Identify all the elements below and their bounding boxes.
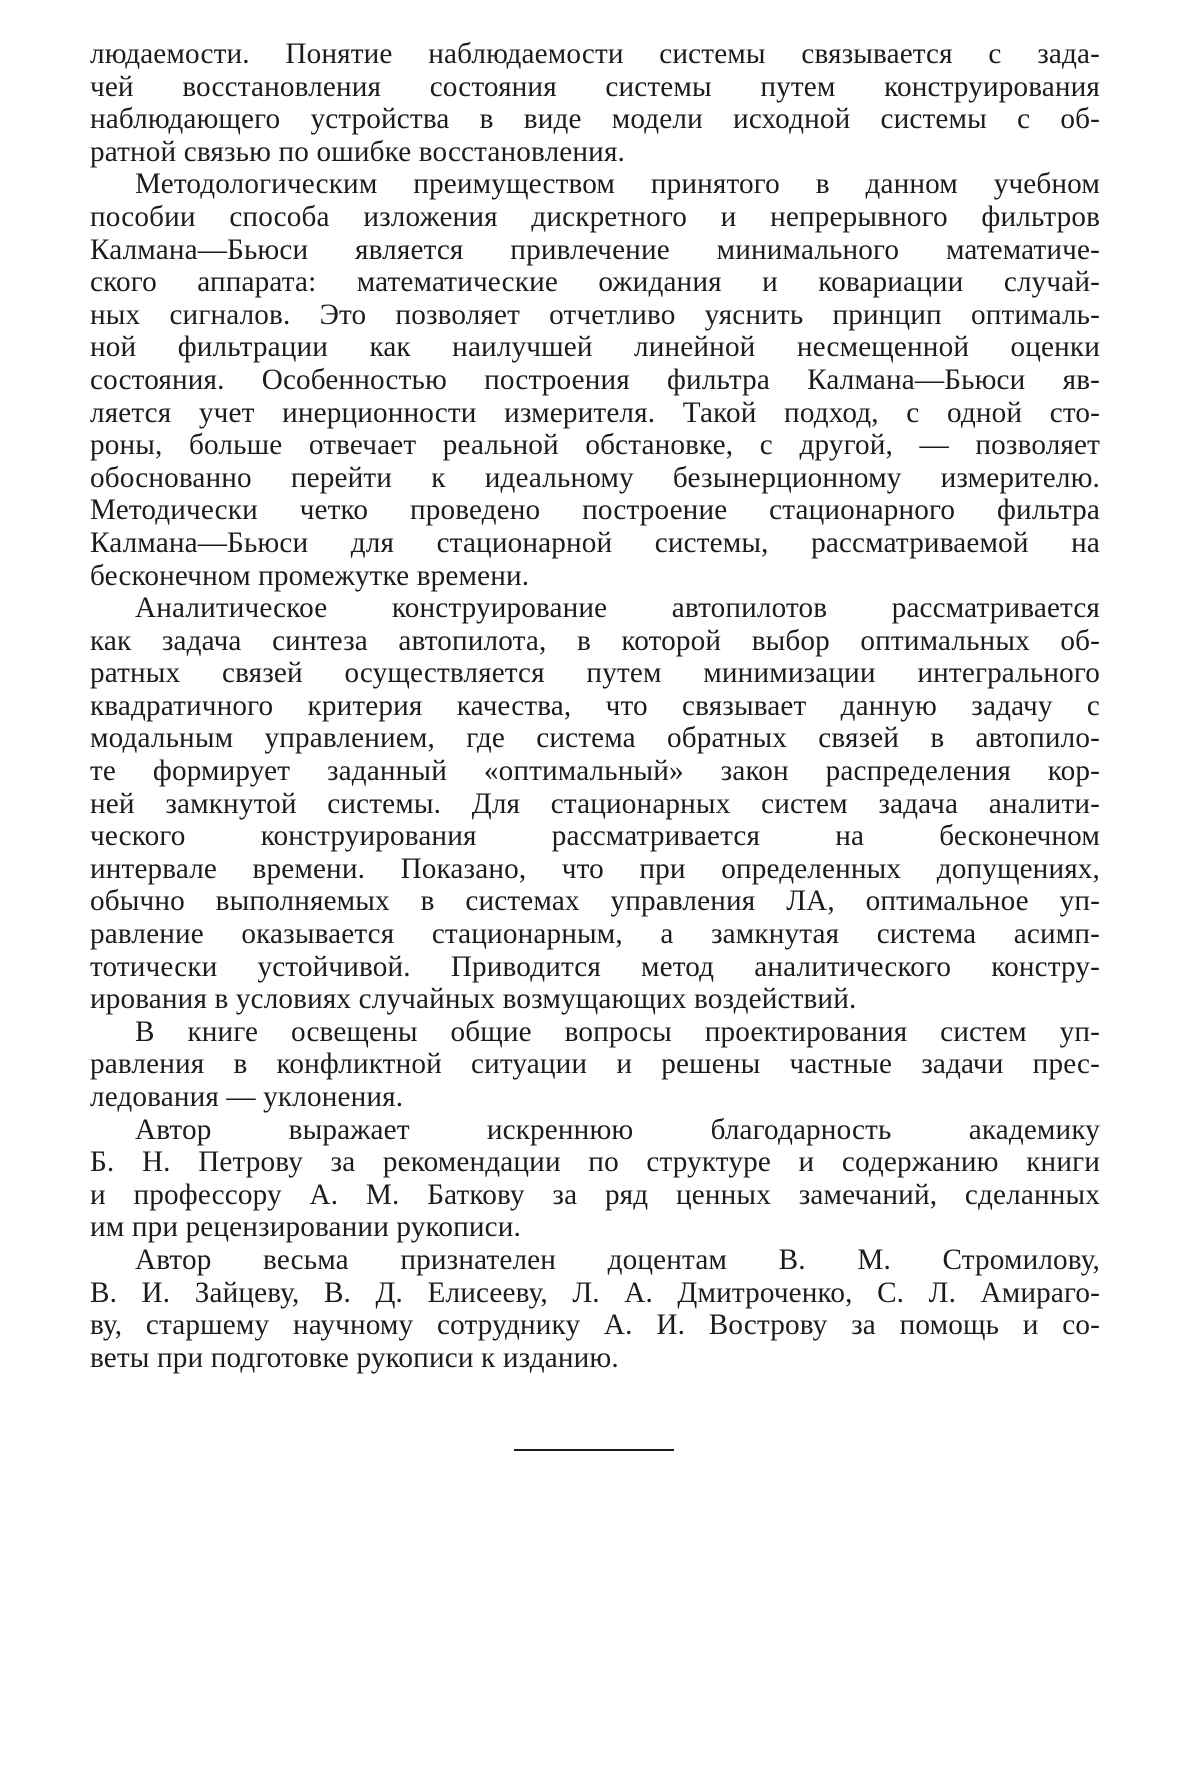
text-line: ней замкнутой системы. Для стационарных систем задача аналити- xyxy=(90,787,1100,820)
text-line: ву, старшему научному сотруднику А. И. Вострову за помощь и со- xyxy=(90,1309,1100,1342)
text-line: модальным управлением, где система обратных связей в автопило- xyxy=(90,722,1100,755)
text-line: В книге освещены общие вопросы проектирования систем уп- xyxy=(135,1015,1100,1048)
section-end-rule xyxy=(514,1449,674,1451)
text-line: Калмана—Бьюси является привлечение минимального математиче- xyxy=(90,233,1100,266)
text-line: людаемости. Понятие наблюдаемости системы связывается с зада- xyxy=(90,38,1100,70)
paragraph-p3 xyxy=(90,592,1100,1016)
text-line: роны, больше отвечает реальной обстановке, с другой, — позволяет xyxy=(90,429,1100,462)
paragraph-p6 xyxy=(90,1244,1100,1374)
paragraph-p2 xyxy=(90,168,1100,592)
text-line: ных сигналов. Это позволяет отчетливо уяснить принцип оптималь- xyxy=(90,298,1100,331)
text-line: ирования в условиях случайных возмущающих воздействий. xyxy=(90,983,857,1016)
text-line: В. И. Зайцеву, В. Д. Елисееву, Л. А. Дмитроченко, С. Л. Амираго- xyxy=(90,1276,1100,1309)
text-line: ной фильтрации как наилучшей линейной несмещенной оценки xyxy=(90,331,1100,364)
paragraph-p5 xyxy=(90,1114,1100,1244)
text-line: Автор выражает искреннюю благодарность академику xyxy=(135,1113,1100,1146)
text-line: и профессору А. М. Баткову за ряд ценных замечаний, сделанных xyxy=(90,1178,1100,1211)
text-line: пособии способа изложения дискретного и непрерывного фильтров xyxy=(90,200,1100,233)
text-line: те формирует заданный «оптимальный» закон распределения кор- xyxy=(90,755,1100,788)
text-line: ратной связью по ошибке восстановления. xyxy=(90,135,625,168)
text-line: чей восстановления состояния системы путем конструирования xyxy=(90,70,1100,103)
text-line: им при рецензировании рукописи. xyxy=(90,1211,521,1244)
text-line: Аналитическое конструирование автопилотов рассматривается xyxy=(135,592,1100,625)
text-line: обоснованно перейти к идеальному безынерционному измерителю. xyxy=(90,461,1100,494)
text-line: Методически четко проведено построение стационарного фильтра xyxy=(90,494,1100,527)
text-line: состояния. Особенностью построения фильтра Калмана—Бьюси яв- xyxy=(90,363,1100,396)
text-line: интервале времени. Показано, что при определенных допущениях, xyxy=(90,852,1100,885)
paragraph-p1 xyxy=(90,38,1100,168)
text-line: тотически устойчивой. Приводится метод аналитического констру- xyxy=(90,950,1100,983)
text-line: наблюдающего устройства в виде модели исходной системы с об- xyxy=(90,103,1100,136)
text-line: ляется учет инерционности измерителя. Такой подход, с одной сто- xyxy=(90,396,1100,429)
text-line: веты при подготовке рукописи к изданию. xyxy=(90,1341,619,1374)
document-page xyxy=(90,38,1100,1374)
text-line: ледования — уклонения. xyxy=(90,1081,404,1113)
paragraph-p4 xyxy=(90,1016,1100,1114)
text-line: квадратичного критерия качества, что связывает данную задачу с xyxy=(90,689,1100,722)
text-line: Методологическим преимуществом принятого в данном учебном xyxy=(135,168,1100,201)
text-line: бесконечном промежутке времени. xyxy=(90,559,530,592)
text-line: Б. Н. Петрову за рекомендации по структуре и содержанию книги xyxy=(90,1146,1100,1179)
text-line: равление оказывается стационарным, а замкнутая система асимп- xyxy=(90,918,1100,951)
text-line: Автор весьма признателен доцентам В. М. Стромилову, xyxy=(135,1243,1100,1276)
text-line: ческого конструирования рассматривается на бесконечном xyxy=(90,820,1100,853)
text-line: Калмана—Бьюси для стационарной системы, рассматриваемой на xyxy=(90,526,1100,559)
text-line: как задача синтеза автопилота, в которой выбор оптимальных об- xyxy=(90,624,1100,657)
text-line: ского аппарата: математические ожидания и ковариации случай- xyxy=(90,266,1100,299)
text-line: равления в конфликтной ситуации и решены частные задачи прес- xyxy=(90,1048,1100,1081)
text-line: ратных связей осуществляется путем минимизации интегрального xyxy=(90,657,1100,690)
document-body xyxy=(90,38,1100,1374)
text-line: обычно выполняемых в системах управления ЛА, оптимальное уп- xyxy=(90,885,1100,918)
